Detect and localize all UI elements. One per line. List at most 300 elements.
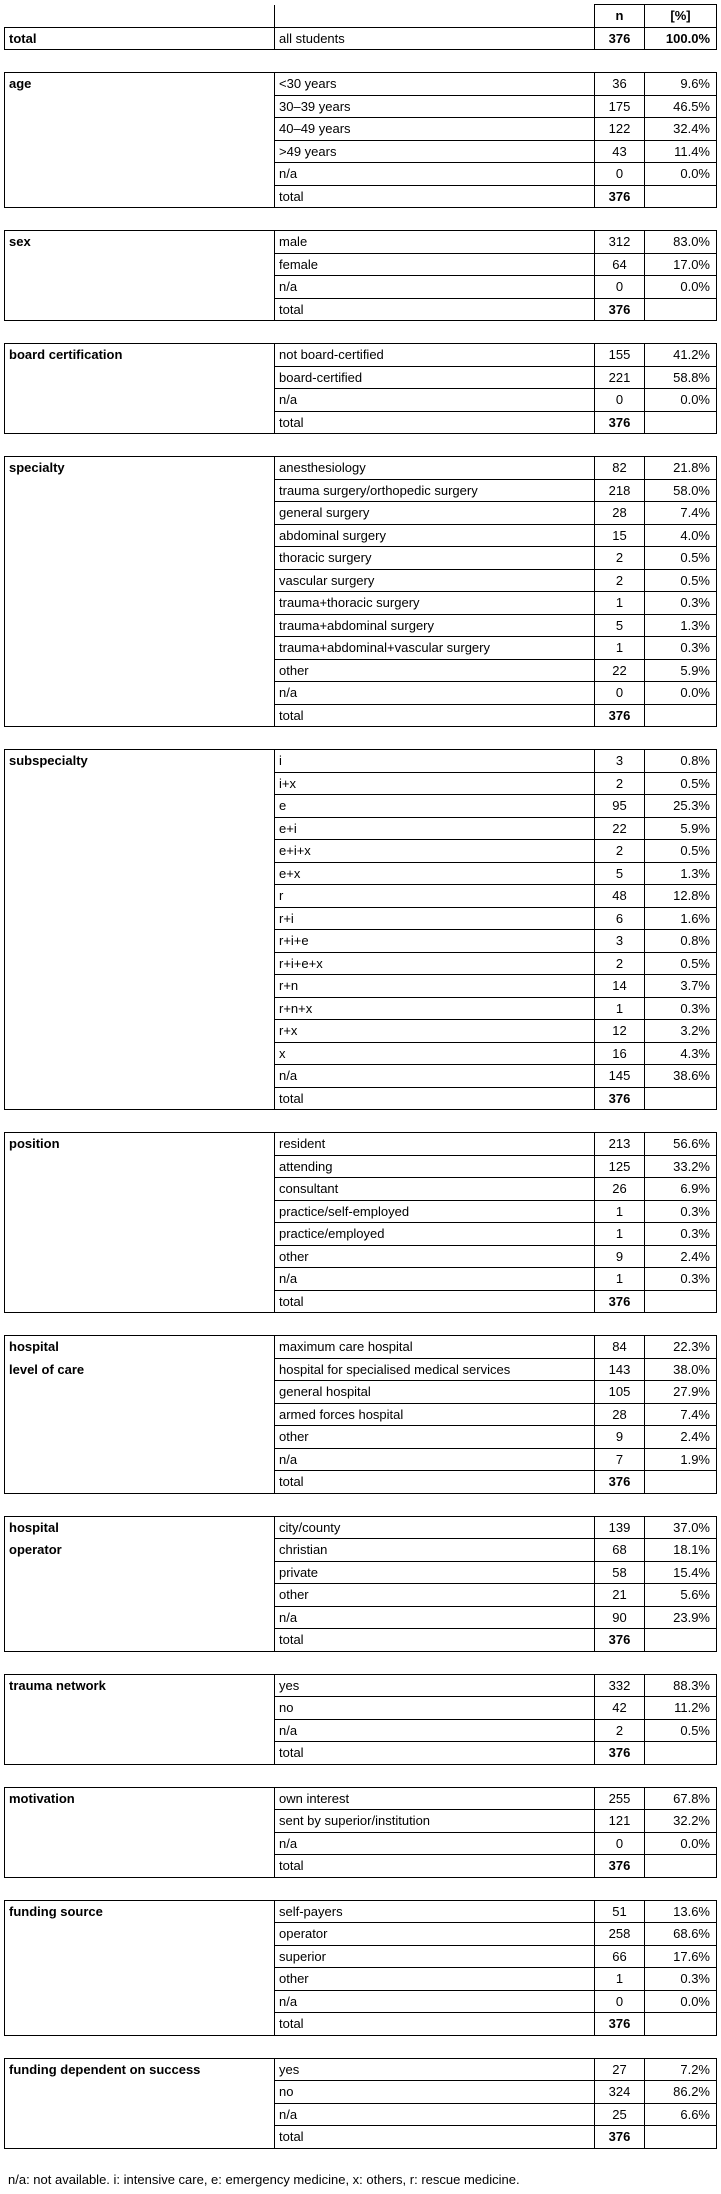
count-cell: 376 xyxy=(595,27,645,50)
count-cell: 6 xyxy=(595,907,645,930)
table-row xyxy=(5,2103,717,2126)
spacer-cell xyxy=(5,1110,717,1133)
table-row xyxy=(5,907,717,930)
count-cell: 122 xyxy=(595,118,645,141)
group-label-cell xyxy=(5,817,275,840)
table-row xyxy=(5,1087,717,1110)
percent-cell: 37.0% xyxy=(645,1516,717,1539)
header-percent: [%] xyxy=(645,5,717,28)
spacer-cell xyxy=(5,727,717,750)
category-cell: x xyxy=(275,1042,595,1065)
group-label-cell xyxy=(5,592,275,615)
category-cell: n/a xyxy=(275,1606,595,1629)
table-row xyxy=(5,659,717,682)
table-row xyxy=(5,479,717,502)
count-cell: 25 xyxy=(595,2103,645,2126)
table-row xyxy=(5,1900,717,1923)
group-label-cell xyxy=(5,2081,275,2104)
count-cell: 324 xyxy=(595,2081,645,2104)
count-cell: 143 xyxy=(595,1358,645,1381)
table-row xyxy=(5,140,717,163)
count-cell: 15 xyxy=(595,524,645,547)
count-cell: 21 xyxy=(595,1584,645,1607)
group-label-cell: age xyxy=(5,73,275,96)
percent-cell: 4.3% xyxy=(645,1042,717,1065)
table-row xyxy=(5,27,717,50)
table-row xyxy=(5,750,717,773)
table-row xyxy=(5,547,717,570)
spacer-row xyxy=(5,50,717,73)
table-row xyxy=(5,1155,717,1178)
percent-cell: 1.3% xyxy=(645,614,717,637)
category-cell: <30 years xyxy=(275,73,595,96)
count-cell: 90 xyxy=(595,1606,645,1629)
group-label-cell xyxy=(5,411,275,434)
count-cell: 12 xyxy=(595,1020,645,1043)
percent-cell xyxy=(645,704,717,727)
percent-cell xyxy=(645,1087,717,1110)
count-cell: 312 xyxy=(595,231,645,254)
percent-cell: 7.4% xyxy=(645,502,717,525)
percent-cell: 86.2% xyxy=(645,2081,717,2104)
group-label-cell xyxy=(5,569,275,592)
group-label-cell xyxy=(5,1629,275,1652)
table-row xyxy=(5,1516,717,1539)
category-cell: general hospital xyxy=(275,1381,595,1404)
percent-cell: 0.5% xyxy=(645,547,717,570)
count-cell: 175 xyxy=(595,95,645,118)
percent-cell xyxy=(645,1290,717,1313)
table-row xyxy=(5,1697,717,1720)
category-cell: n/a xyxy=(275,1990,595,2013)
group-label-cell: operator xyxy=(5,1539,275,1562)
table-row xyxy=(5,952,717,975)
table-row xyxy=(5,997,717,1020)
category-cell: i+x xyxy=(275,772,595,795)
count-cell: 22 xyxy=(595,659,645,682)
category-cell: other xyxy=(275,659,595,682)
count-cell: 155 xyxy=(595,344,645,367)
count-cell: 36 xyxy=(595,73,645,96)
count-cell: 121 xyxy=(595,1810,645,1833)
table-row xyxy=(5,772,717,795)
table-row xyxy=(5,1855,717,1878)
spacer-row xyxy=(5,321,717,344)
group-label-cell xyxy=(5,140,275,163)
percent-cell xyxy=(645,1471,717,1494)
table-row xyxy=(5,1358,717,1381)
table-row xyxy=(5,1719,717,1742)
group-label-cell xyxy=(5,1403,275,1426)
spacer-row xyxy=(5,1651,717,1674)
group-label-cell xyxy=(5,1968,275,1991)
category-cell: n/a xyxy=(275,276,595,299)
table-row xyxy=(5,1742,717,1765)
category-cell: christian xyxy=(275,1539,595,1562)
category-cell: r+i+e+x xyxy=(275,952,595,975)
group-label-cell xyxy=(5,1471,275,1494)
count-cell: 2 xyxy=(595,952,645,975)
percent-cell: 1.6% xyxy=(645,907,717,930)
category-cell: r+n xyxy=(275,975,595,998)
count-cell: 125 xyxy=(595,1155,645,1178)
count-cell: 9 xyxy=(595,1426,645,1449)
group-label-cell xyxy=(5,2126,275,2149)
category-cell: operator xyxy=(275,1923,595,1946)
percent-cell: 0.0% xyxy=(645,389,717,412)
group-label-cell xyxy=(5,1697,275,1720)
group-label-cell: sex xyxy=(5,231,275,254)
table-row xyxy=(5,163,717,186)
table-row xyxy=(5,1042,717,1065)
count-cell: 1 xyxy=(595,592,645,615)
group-label-cell xyxy=(5,862,275,885)
category-cell: consultant xyxy=(275,1178,595,1201)
percent-cell: 0.3% xyxy=(645,592,717,615)
count-cell: 1 xyxy=(595,1223,645,1246)
percent-cell: 25.3% xyxy=(645,795,717,818)
percent-cell: 67.8% xyxy=(645,1787,717,1810)
group-label-cell xyxy=(5,1561,275,1584)
table-row xyxy=(5,344,717,367)
group-label-cell xyxy=(5,1584,275,1607)
group-label-cell xyxy=(5,1223,275,1246)
group-label-cell: funding dependent on success xyxy=(5,2058,275,2081)
group-label-cell xyxy=(5,1810,275,1833)
percent-cell: 1.9% xyxy=(645,1448,717,1471)
percent-cell: 0.0% xyxy=(645,1990,717,2013)
count-cell: 255 xyxy=(595,1787,645,1810)
percent-cell: 32.2% xyxy=(645,1810,717,1833)
table-row xyxy=(5,1290,717,1313)
table-row xyxy=(5,2126,717,2149)
count-cell: 376 xyxy=(595,1087,645,1110)
count-cell: 376 xyxy=(595,1629,645,1652)
category-cell: resident xyxy=(275,1133,595,1156)
group-label-cell xyxy=(5,1020,275,1043)
category-cell: n/a xyxy=(275,389,595,412)
group-label-cell xyxy=(5,276,275,299)
percent-cell: 21.8% xyxy=(645,457,717,480)
percent-cell: 22.3% xyxy=(645,1336,717,1359)
category-cell: r+i xyxy=(275,907,595,930)
category-cell: n/a xyxy=(275,1065,595,1088)
table-row xyxy=(5,457,717,480)
count-cell: 51 xyxy=(595,1900,645,1923)
group-label-cell xyxy=(5,1268,275,1291)
percent-cell xyxy=(645,2126,717,2149)
count-cell: 376 xyxy=(595,298,645,321)
category-cell: city/county xyxy=(275,1516,595,1539)
category-cell: r+x xyxy=(275,1020,595,1043)
category-cell: practice/self-employed xyxy=(275,1200,595,1223)
group-label-cell: hospital xyxy=(5,1516,275,1539)
group-label-cell xyxy=(5,885,275,908)
group-label-cell xyxy=(5,795,275,818)
count-cell: 258 xyxy=(595,1923,645,1946)
group-label-cell xyxy=(5,389,275,412)
table-row xyxy=(5,502,717,525)
category-cell: n/a xyxy=(275,1832,595,1855)
table-row xyxy=(5,840,717,863)
category-cell: n/a xyxy=(275,1448,595,1471)
category-cell: total xyxy=(275,1290,595,1313)
percent-cell: 0.0% xyxy=(645,163,717,186)
count-cell: 139 xyxy=(595,1516,645,1539)
category-cell: all students xyxy=(275,27,595,50)
percent-cell: 100.0% xyxy=(645,27,717,50)
group-label-cell xyxy=(5,1087,275,1110)
count-cell: 0 xyxy=(595,163,645,186)
count-cell: 376 xyxy=(595,2126,645,2149)
group-label-cell xyxy=(5,185,275,208)
percent-cell xyxy=(645,298,717,321)
category-cell: thoracic surgery xyxy=(275,547,595,570)
percent-cell: 0.3% xyxy=(645,1223,717,1246)
count-cell: 68 xyxy=(595,1539,645,1562)
percent-cell: 32.4% xyxy=(645,118,717,141)
category-cell: n/a xyxy=(275,682,595,705)
category-cell: self-payers xyxy=(275,1900,595,1923)
percent-cell: 0.5% xyxy=(645,1719,717,1742)
percent-cell: 3.2% xyxy=(645,1020,717,1043)
group-label-cell xyxy=(5,1990,275,2013)
count-cell: 3 xyxy=(595,750,645,773)
table-row xyxy=(5,1674,717,1697)
group-label-cell xyxy=(5,1719,275,1742)
group-label-cell xyxy=(5,2103,275,2126)
count-cell: 14 xyxy=(595,975,645,998)
count-cell: 3 xyxy=(595,930,645,953)
table-row xyxy=(5,975,717,998)
percent-cell: 6.9% xyxy=(645,1178,717,1201)
header-n: n xyxy=(595,5,645,28)
group-label-cell: subspecialty xyxy=(5,750,275,773)
count-cell: 28 xyxy=(595,1403,645,1426)
count-cell: 2 xyxy=(595,772,645,795)
table-body xyxy=(5,27,717,2148)
percent-cell: 0.5% xyxy=(645,569,717,592)
table-row xyxy=(5,1268,717,1291)
group-label-cell xyxy=(5,997,275,1020)
table-row xyxy=(5,524,717,547)
percent-cell xyxy=(645,1742,717,1765)
category-cell: no xyxy=(275,1697,595,1720)
percent-cell: 7.2% xyxy=(645,2058,717,2081)
count-cell: 28 xyxy=(595,502,645,525)
category-cell: total xyxy=(275,2013,595,2036)
spacer-row xyxy=(5,1110,717,1133)
category-cell: trauma+abdominal+vascular surgery xyxy=(275,637,595,660)
category-cell: >49 years xyxy=(275,140,595,163)
percent-cell: 1.3% xyxy=(645,862,717,885)
table-row xyxy=(5,1561,717,1584)
table-row xyxy=(5,1945,717,1968)
group-label-cell xyxy=(5,163,275,186)
percent-cell: 68.6% xyxy=(645,1923,717,1946)
group-label-cell xyxy=(5,1945,275,1968)
group-label-cell xyxy=(5,1855,275,1878)
category-cell: trauma surgery/orthopedic surgery xyxy=(275,479,595,502)
percent-cell: 0.0% xyxy=(645,1832,717,1855)
spacer-row xyxy=(5,208,717,231)
group-label-cell xyxy=(5,930,275,953)
percent-cell: 0.0% xyxy=(645,682,717,705)
category-cell: male xyxy=(275,231,595,254)
table-row xyxy=(5,366,717,389)
percent-cell: 23.9% xyxy=(645,1606,717,1629)
group-label-cell xyxy=(5,614,275,637)
count-cell: 5 xyxy=(595,862,645,885)
percent-cell: 88.3% xyxy=(645,1674,717,1697)
count-cell: 43 xyxy=(595,140,645,163)
count-cell: 221 xyxy=(595,366,645,389)
percent-cell: 83.0% xyxy=(645,231,717,254)
count-cell: 1 xyxy=(595,997,645,1020)
percent-cell: 12.8% xyxy=(645,885,717,908)
percent-cell: 0.5% xyxy=(645,772,717,795)
category-cell: yes xyxy=(275,2058,595,2081)
group-label-cell xyxy=(5,1245,275,1268)
table-row xyxy=(5,2058,717,2081)
table-row xyxy=(5,298,717,321)
group-label-cell xyxy=(5,975,275,998)
group-label-cell xyxy=(5,1178,275,1201)
count-cell: 376 xyxy=(595,1471,645,1494)
category-cell: e+x xyxy=(275,862,595,885)
group-label-cell xyxy=(5,479,275,502)
percent-cell: 3.7% xyxy=(645,975,717,998)
category-cell: general surgery xyxy=(275,502,595,525)
table-row xyxy=(5,1787,717,1810)
group-label-cell: motivation xyxy=(5,1787,275,1810)
category-cell: other xyxy=(275,1584,595,1607)
category-cell: trauma+thoracic surgery xyxy=(275,592,595,615)
percent-cell: 4.0% xyxy=(645,524,717,547)
percent-cell: 58.0% xyxy=(645,479,717,502)
spacer-row xyxy=(5,1764,717,1787)
spacer-cell xyxy=(5,1651,717,1674)
table-row xyxy=(5,795,717,818)
group-label-cell: funding source xyxy=(5,1900,275,1923)
group-label-cell xyxy=(5,1832,275,1855)
percent-cell: 18.1% xyxy=(645,1539,717,1562)
count-cell: 1 xyxy=(595,1268,645,1291)
category-cell: other xyxy=(275,1245,595,1268)
category-cell: abdominal surgery xyxy=(275,524,595,547)
table-row xyxy=(5,1065,717,1088)
group-label-cell: specialty xyxy=(5,457,275,480)
category-cell: total xyxy=(275,1471,595,1494)
percent-cell: 27.9% xyxy=(645,1381,717,1404)
table-row xyxy=(5,73,717,96)
count-cell: 218 xyxy=(595,479,645,502)
category-cell: total xyxy=(275,185,595,208)
group-label-cell xyxy=(5,1042,275,1065)
group-label-cell: hospital xyxy=(5,1336,275,1359)
percent-cell: 5.6% xyxy=(645,1584,717,1607)
group-label-cell xyxy=(5,682,275,705)
category-cell: superior xyxy=(275,1945,595,1968)
group-label-cell xyxy=(5,502,275,525)
table-row xyxy=(5,389,717,412)
table-row xyxy=(5,411,717,434)
category-cell: other xyxy=(275,1968,595,1991)
header-blank xyxy=(5,5,275,28)
group-label-cell xyxy=(5,704,275,727)
category-cell: e xyxy=(275,795,595,818)
category-cell: e+i xyxy=(275,817,595,840)
category-cell: other xyxy=(275,1426,595,1449)
table-row xyxy=(5,1629,717,1652)
percent-cell xyxy=(645,1629,717,1652)
table-row xyxy=(5,885,717,908)
count-cell: 376 xyxy=(595,1742,645,1765)
spacer-cell xyxy=(5,208,717,231)
count-cell: 5 xyxy=(595,614,645,637)
percent-cell: 11.2% xyxy=(645,1697,717,1720)
table-row xyxy=(5,231,717,254)
category-cell: e+i+x xyxy=(275,840,595,863)
table-row xyxy=(5,1336,717,1359)
count-cell: 22 xyxy=(595,817,645,840)
group-label-cell xyxy=(5,1426,275,1449)
percent-cell: 13.6% xyxy=(645,1900,717,1923)
group-label-cell xyxy=(5,772,275,795)
spacer-cell xyxy=(5,1493,717,1516)
group-label-cell xyxy=(5,253,275,276)
table-row xyxy=(5,569,717,592)
table-row xyxy=(5,614,717,637)
count-cell: 0 xyxy=(595,389,645,412)
table-row xyxy=(5,1381,717,1404)
table-row xyxy=(5,1020,717,1043)
group-label-cell: total xyxy=(5,27,275,50)
category-cell: hospital for specialised medical services xyxy=(275,1358,595,1381)
spacer-row xyxy=(5,434,717,457)
count-cell: 26 xyxy=(595,1178,645,1201)
spacer-cell xyxy=(5,434,717,457)
percent-cell: 0.3% xyxy=(645,1268,717,1291)
count-cell: 58 xyxy=(595,1561,645,1584)
count-cell: 2 xyxy=(595,1719,645,1742)
percent-cell: 5.9% xyxy=(645,817,717,840)
count-cell: 48 xyxy=(595,885,645,908)
count-cell: 376 xyxy=(595,411,645,434)
table-row xyxy=(5,1968,717,1991)
category-cell: maximum care hospital xyxy=(275,1336,595,1359)
percent-cell: 0.3% xyxy=(645,637,717,660)
category-cell: yes xyxy=(275,1674,595,1697)
category-cell: r xyxy=(275,885,595,908)
category-cell: total xyxy=(275,1087,595,1110)
category-cell: own interest xyxy=(275,1787,595,1810)
table-row xyxy=(5,1810,717,1833)
group-label-cell xyxy=(5,1155,275,1178)
table-row xyxy=(5,1448,717,1471)
group-label-cell xyxy=(5,659,275,682)
percent-cell xyxy=(645,411,717,434)
count-cell: 2 xyxy=(595,547,645,570)
spacer-row xyxy=(5,2035,717,2058)
category-cell: n/a xyxy=(275,1719,595,1742)
table-row xyxy=(5,2081,717,2104)
percent-cell: 0.3% xyxy=(645,1968,717,1991)
percent-cell xyxy=(645,2013,717,2036)
category-cell: n/a xyxy=(275,163,595,186)
group-label-cell xyxy=(5,1448,275,1471)
category-cell: 40–49 years xyxy=(275,118,595,141)
